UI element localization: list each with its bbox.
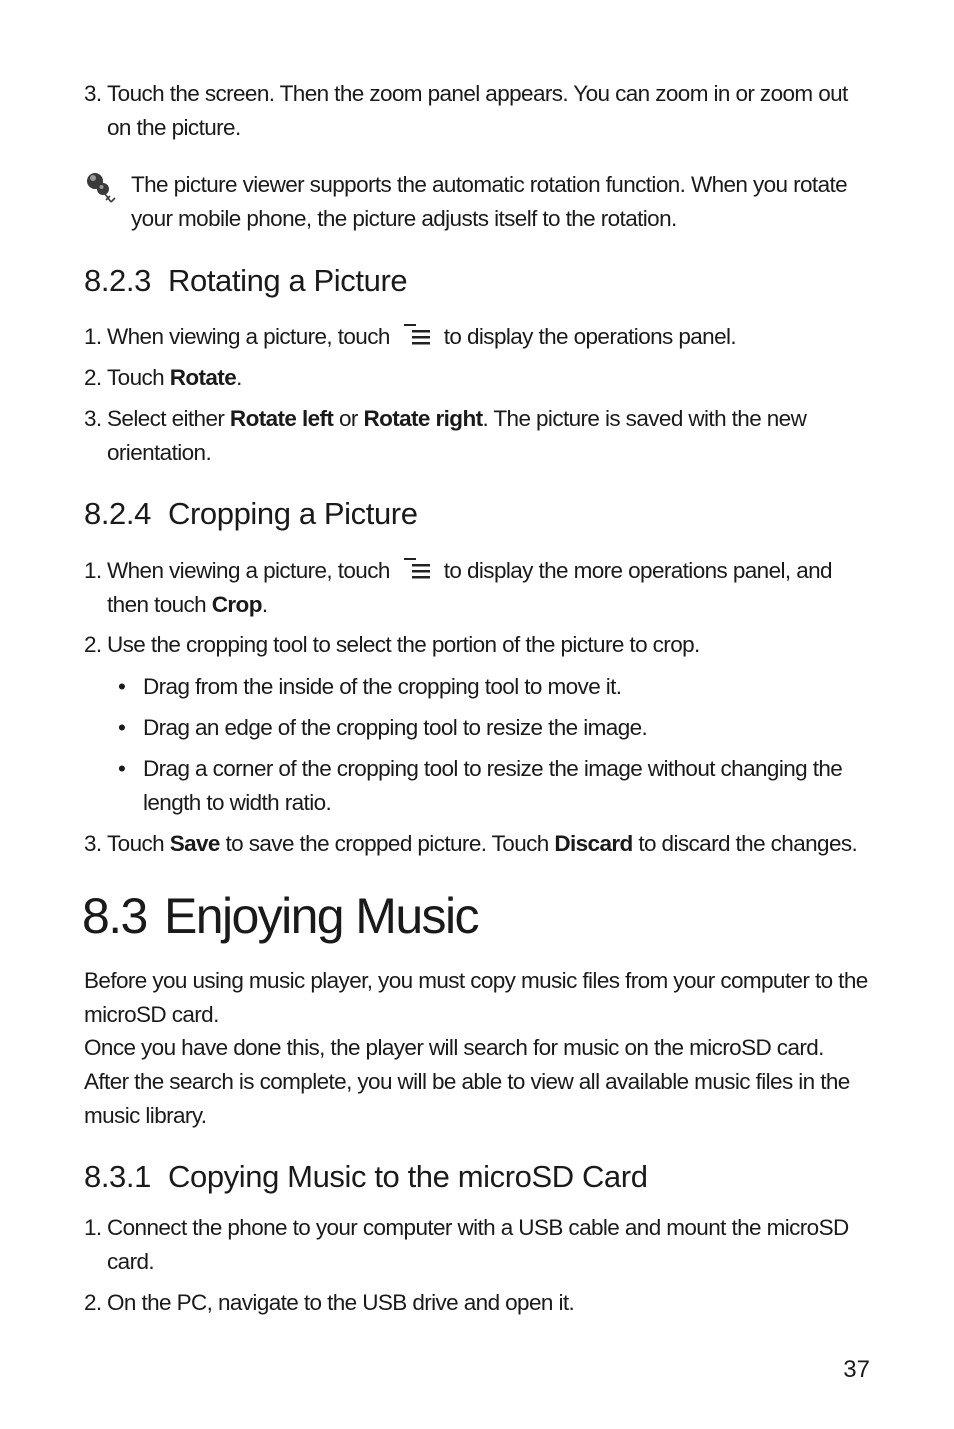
- list-item: [118, 670, 870, 704]
- step-text: On the PC, navigate to the USB drive and open it.: [107, 1290, 575, 1315]
- rotation-note: [84, 168, 870, 236]
- section-heading-copying: [84, 1157, 648, 1197]
- bullet-text: Drag a corner of the cropping tool to resize the image without changing the length to width ratio.: [143, 756, 843, 815]
- crop-label: Crop: [211, 592, 262, 617]
- bullet-mark: •: [118, 756, 126, 781]
- step-text: . The picture is saved with the new orientation.: [107, 406, 807, 465]
- step-text: Touch the screen. Then the zoom panel appears. You can zoom in or zoom out on the picture.: [107, 81, 848, 140]
- step-text: .: [261, 592, 268, 617]
- bullet-text: Drag an edge of the cropping tool to resize the image.: [143, 715, 648, 740]
- step-number: 2.: [84, 1290, 102, 1315]
- step-number: 3.: [84, 831, 102, 856]
- chapter-heading-music: [82, 886, 478, 946]
- list-item: [118, 752, 870, 820]
- intro-paragraph: Before you using music player, you must copy music files from your computer to the microSD card.: [84, 968, 868, 1027]
- step-number: 3.: [84, 81, 102, 106]
- crop-step-2: [84, 628, 870, 662]
- copy-step-2: [84, 1286, 870, 1320]
- section-heading-rotating: [84, 261, 407, 301]
- section-title: Rotating a Picture: [168, 263, 408, 298]
- section-title: Copying Music to the microSD Card: [168, 1159, 648, 1194]
- section-title: Cropping a Picture: [168, 496, 418, 531]
- note-icon: [84, 170, 120, 204]
- copy-step-1: [84, 1211, 870, 1279]
- crop-step-3: [84, 827, 870, 861]
- search-paragraph: Once you have done this, the player will search for music on the microSD card. After the search is complete, you will be able to view all available music files in the music library.: [84, 1035, 850, 1128]
- bullet-mark: •: [118, 674, 126, 699]
- step-text: to display the more operations panel, and then touch: [107, 558, 832, 617]
- crop-step-1: [84, 554, 870, 622]
- rotate-left-label: Rotate left: [229, 406, 334, 431]
- step-text: Select either: [107, 406, 230, 431]
- section-title: Enjoying Music: [164, 888, 478, 944]
- menu-icon: [404, 557, 432, 581]
- rotate-right-label: Rotate right: [363, 406, 483, 431]
- section-number: 8.3: [82, 888, 147, 944]
- section-heading-cropping: [84, 494, 418, 534]
- step-text: Touch: [107, 365, 170, 390]
- step-number: 2.: [84, 632, 102, 657]
- bullet-text: Drag from the inside of the cropping tool to move it.: [143, 674, 622, 699]
- step-number: 3.: [84, 406, 102, 431]
- step-text: or: [333, 406, 364, 431]
- zoom-step: [84, 77, 870, 145]
- step-text: to display the operations panel.: [443, 324, 737, 349]
- step-number: 2.: [84, 365, 102, 390]
- step-number: 1.: [84, 558, 102, 583]
- step-text: When viewing a picture, touch: [107, 324, 390, 349]
- step-text: .: [236, 365, 242, 390]
- step-number: 1.: [84, 1215, 102, 1240]
- rotate-step-1: [84, 320, 870, 354]
- step-text: to save the cropped picture. Touch: [219, 831, 555, 856]
- bullet-mark: •: [118, 715, 126, 740]
- page-number: 37: [843, 1356, 870, 1383]
- step-text: Connect the phone to your computer with a USB cable and mount the microSD card.: [107, 1215, 849, 1274]
- step-text: When viewing a picture, touch: [107, 558, 390, 583]
- section-number: 8.3.1: [84, 1159, 151, 1194]
- section-number: 8.2.3: [84, 263, 151, 298]
- note-text: The picture viewer supports the automatic rotation function. When you rotate your mobile phone, the picture adjusts itself to the rotation.: [131, 172, 848, 231]
- save-label: Save: [169, 831, 220, 856]
- list-item: [118, 711, 870, 745]
- step-text: to discard the changes.: [632, 831, 858, 856]
- section-number: 8.2.4: [84, 496, 151, 531]
- step-number: 1.: [84, 324, 102, 349]
- step-text: Use the cropping tool to select the portion of the picture to crop.: [107, 632, 700, 657]
- rotate-step-3: [84, 402, 870, 470]
- step-text: Touch: [107, 831, 170, 856]
- rotate-step-2: [84, 361, 870, 395]
- rotate-label: Rotate: [169, 365, 237, 390]
- menu-icon: [404, 323, 432, 347]
- discard-label: Discard: [554, 831, 633, 856]
